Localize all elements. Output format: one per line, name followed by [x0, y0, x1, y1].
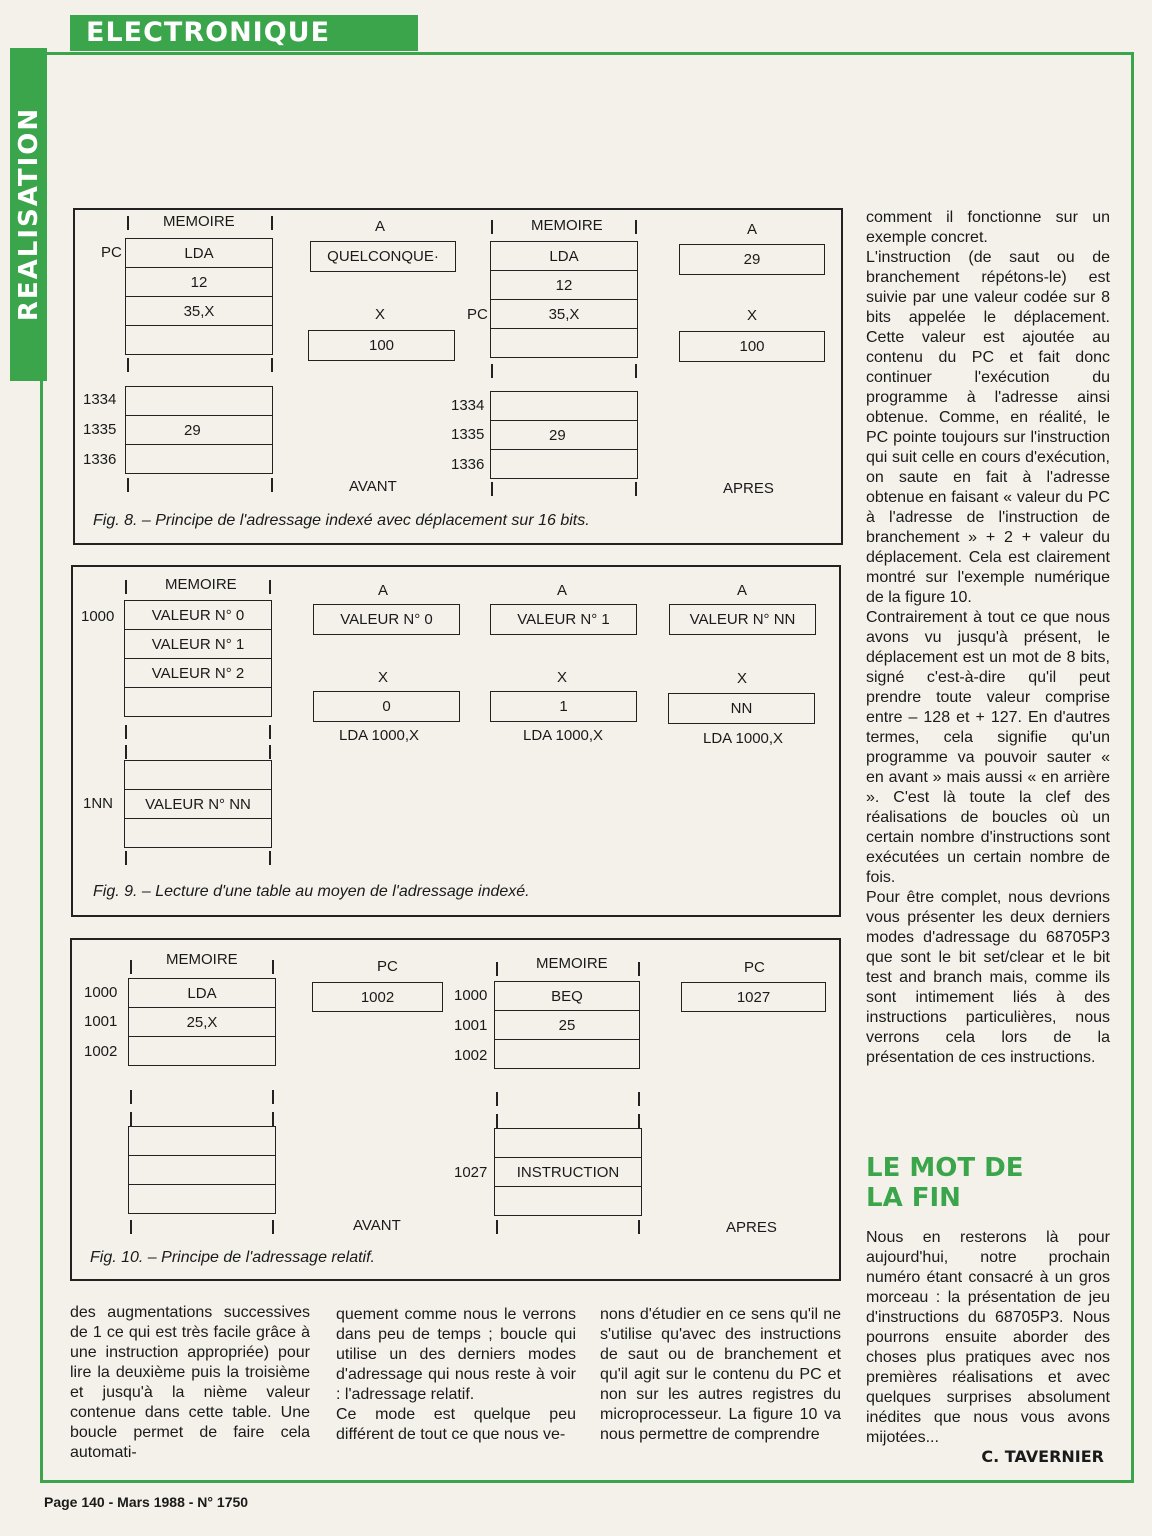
register-x-label: X: [378, 669, 389, 686]
register-x-value: 0: [313, 691, 460, 722]
tick: [496, 1114, 498, 1128]
memory-cell: INSTRUCTION: [494, 1157, 642, 1187]
tick: [496, 1220, 498, 1234]
memory-cell: [494, 1186, 642, 1216]
memory-cell: [490, 328, 638, 358]
avant-label: AVANT: [353, 1217, 401, 1234]
memory-cell: [124, 760, 272, 790]
register-x-before: 100: [308, 330, 455, 361]
right-text-column: [866, 208, 1110, 1068]
register-a-value: VALEUR N° NN: [669, 604, 816, 635]
figure-caption: Fig. 10. – Principe de l'adressage relatif.: [90, 1249, 375, 1266]
register-x-label: X: [557, 669, 568, 686]
memory-cell: [128, 1126, 276, 1156]
side-tab-label: REALISATION: [14, 106, 44, 322]
tick: [125, 745, 127, 759]
figure-caption: Fig. 8. – Principe de l'adressage indexé avec déplacement sur 16 bits.: [93, 512, 590, 529]
heading-text: LE MOT DE LA FIN: [866, 1153, 1024, 1213]
memory-cell: 29: [490, 420, 638, 450]
paragraph: Nous en resterons là pour aujourd'hui, notre prochain numéro étant consacré à un gros morceau : la présentation de jeu d'instructions du 68705P3. Nous pourrons ensuite aborder des choses plus pratiques avec nos premières réalisations et avec quelques surprises absolument inédites que nous vous avons mijotées...: [866, 1229, 1110, 1446]
address-label: 1001: [84, 1013, 118, 1030]
register-a-label: A: [378, 582, 389, 599]
tick: [271, 216, 273, 230]
tick: [638, 1114, 640, 1128]
tick: [130, 1090, 132, 1104]
memory-cell: [124, 818, 272, 848]
memory-cell: 25: [494, 1010, 640, 1040]
memory-cell: BEQ: [494, 981, 640, 1011]
tick: [638, 962, 640, 976]
tick: [125, 725, 127, 739]
register-pc-before: 1002: [312, 982, 443, 1012]
register-x-label: X: [375, 306, 386, 323]
bottom-column-1: [70, 1303, 310, 1463]
tick: [638, 1220, 640, 1234]
memory-cell: [494, 1128, 642, 1158]
avant-label: AVANT: [349, 478, 397, 495]
memory-cell: [128, 1155, 276, 1185]
tick: [269, 745, 271, 759]
tick: [635, 220, 637, 234]
pc-label: PC: [101, 244, 122, 261]
address-label: 1000: [81, 608, 115, 625]
memory-cell: 25,X: [128, 1007, 276, 1037]
tick: [272, 1090, 274, 1104]
memory-cell: [125, 444, 273, 474]
memory-label: MEMOIRE: [163, 213, 235, 230]
memory-cell: 12: [125, 267, 273, 297]
address-label: 1002: [454, 1047, 488, 1064]
memory-label: MEMOIRE: [166, 951, 238, 968]
tick: [635, 482, 637, 496]
address-label: 1335: [451, 426, 485, 443]
register-x-value: NN: [668, 693, 815, 724]
tick: [271, 478, 273, 492]
tick: [269, 725, 271, 739]
memory-cell: VALEUR N° NN: [124, 789, 272, 819]
section-heading: [866, 1153, 1066, 1213]
memory-cell: [494, 1039, 640, 1069]
figure-9: [71, 565, 841, 917]
memory-cell: [490, 391, 638, 421]
tick: [272, 960, 274, 974]
tick: [130, 1112, 132, 1126]
address-label: 1334: [451, 397, 485, 414]
memory-cell: VALEUR N° 0: [124, 600, 272, 630]
register-a-after: 29: [679, 244, 825, 275]
tick: [130, 960, 132, 974]
tick: [496, 1092, 498, 1106]
instruction-label: LDA 1000,X: [339, 727, 420, 744]
tick: [130, 1220, 132, 1234]
address-label: 1336: [83, 451, 117, 468]
tick: [125, 580, 127, 594]
author: C. TAVERNIER: [981, 1447, 1104, 1466]
memory-cell: 12: [490, 270, 638, 300]
tick: [271, 358, 273, 372]
address-label: 1NN: [83, 795, 114, 812]
memory-cell: VALEUR N° 1: [124, 629, 272, 659]
tick: [491, 220, 493, 234]
address-label: 1336: [451, 456, 485, 473]
tick: [125, 851, 127, 865]
register-pc-after: 1027: [681, 982, 826, 1012]
section-title: ELECTRONIQUE: [86, 17, 331, 48]
paragraph: comment il fonctionne sur un exemple concret.: [866, 209, 1110, 246]
conclusion-column: [866, 1228, 1110, 1448]
register-a-label: A: [747, 221, 758, 238]
figure-caption: Fig. 9. – Lecture d'une table au moyen de l'adressage indexé.: [93, 883, 530, 900]
register-x-value: 1: [490, 691, 637, 722]
register-a-value: VALEUR N° 1: [490, 604, 637, 635]
paragraph: Pour être complet, nous devrions vous présenter les deux derniers modes d'adressage du 68705P3 que sont le bit set/clear et le bit test and branch mais, comme ils sont intimement liés à des instructions particulières, nous verrons cela lors de la présentation de ces instructions.: [866, 889, 1110, 1066]
paragraph: nons d'étudier en ce sens qu'il ne s'utilise qu'avec des instructions de saut ou de branchement et qu'il agit sur le contenu du PC et non sur les autres registres du microprocesseur. La figure 10 va nous permettre de comprendre: [600, 1306, 841, 1443]
bottom-column-3: [600, 1305, 841, 1445]
address-label: 1002: [84, 1043, 118, 1060]
address-label: 1000: [84, 984, 118, 1001]
memory-cell: [128, 1036, 276, 1066]
memory-cell: 35,X: [125, 296, 273, 326]
address-label: 1001: [454, 1017, 488, 1034]
paragraph: Contrairement à tout ce que nous avons vu jusqu'à présent, le déplacement est un mot de 8 bits, signé c'est-à-dire qu'il peut prendre toute valeur comprise entre – 128 et + 127. En d'autres termes, cela signifie qu'un programme va pouvoir sauter « en avant » mais aussi « en arrière ». C'est là toute la clef des réalisations de boucles où un certain nombre d'instructions sont exécutées un certain nombre de fois.: [866, 609, 1110, 886]
memory-cell: [125, 325, 273, 355]
register-a-label: A: [557, 582, 568, 599]
register-x-after: 100: [679, 331, 825, 362]
figure-8: [73, 208, 843, 545]
instruction-label: LDA 1000,X: [523, 727, 604, 744]
tick: [272, 1220, 274, 1234]
paragraph: L'instruction (de saut ou de branchement répétons-le) est suivie par une valeur codée sur 8 bits appelée le déplacement. Cette valeur est ajoutée au contenu du PC et fait donc continuer l'exécution du programme à l'adresse ainsi obtenue. Comme, en réalité, le PC pointe toujours sur l'instruction qui suit celle en cours d'exécution, on saute en fait à l'adresse obtenue en faisant « valeur du PC à l'adresse de l'instruction de branchement » + 2 + valeur du déplacement. Cela est clairement montré sur l'exemple numérique de la figure 10.: [866, 249, 1110, 606]
tick: [269, 580, 271, 594]
register-a-before: QUELCONQUE·: [310, 241, 456, 272]
memory-label: MEMOIRE: [536, 955, 608, 972]
paragraph: quement comme nous le verrons dans peu de temps ; boucle qui utilise un des derniers modes d'adressage qui nous reste à voir : l'adressage relatif.: [336, 1306, 576, 1403]
register-x-label: X: [747, 307, 758, 324]
page-footer: Page 140 - Mars 1988 - N° 1750: [44, 1494, 249, 1510]
memory-cell: LDA: [125, 238, 273, 268]
memory-cell: LDA: [490, 241, 638, 271]
tick: [635, 364, 637, 378]
tick: [496, 962, 498, 976]
address-label: 1000: [454, 987, 488, 1004]
memory-cell: [490, 449, 638, 479]
register-a-label: A: [375, 218, 386, 235]
figure-10: [70, 938, 841, 1281]
register-a-value: VALEUR N° 0: [313, 604, 460, 635]
tick: [127, 478, 129, 492]
tick: [272, 1112, 274, 1126]
paragraph: des augmentations successives de 1 ce qui est très facile grâce à une instruction appropriée) pour lire la deuxième puis la troisième et jusqu'à la nième valeur contenue dans cette table. Une boucle permet de faire cela automati-: [70, 1304, 310, 1461]
register-a-label: A: [737, 582, 748, 599]
register-pc-label: PC: [744, 959, 765, 976]
memory-cell: VALEUR N° 2: [124, 658, 272, 688]
instruction-label: LDA 1000,X: [703, 730, 784, 747]
address-label: 1334: [83, 391, 117, 408]
tick: [491, 364, 493, 378]
memory-cell: 35,X: [490, 299, 638, 329]
memory-cell: LDA: [128, 978, 276, 1008]
memory-label: MEMOIRE: [531, 217, 603, 234]
tick: [127, 216, 129, 230]
tick: [491, 482, 493, 496]
tick: [638, 1092, 640, 1106]
memory-cell: 29: [125, 415, 273, 445]
bottom-column-2: [336, 1305, 576, 1445]
paragraph: Ce mode est quelque peu différent de tout ce que nous ve-: [336, 1406, 576, 1443]
address-label: 1335: [83, 421, 117, 438]
register-pc-label: PC: [377, 958, 398, 975]
memory-cell: [125, 386, 273, 416]
tick: [127, 358, 129, 372]
address-label: 1027: [454, 1164, 488, 1181]
register-x-label: X: [737, 670, 748, 687]
memory-label: MEMOIRE: [165, 576, 237, 593]
apres-label: APRES: [726, 1219, 777, 1236]
pc-label: PC: [467, 306, 488, 323]
memory-cell: [128, 1184, 276, 1214]
apres-label: APRES: [723, 480, 774, 497]
tick: [269, 851, 271, 865]
memory-cell: [124, 687, 272, 717]
